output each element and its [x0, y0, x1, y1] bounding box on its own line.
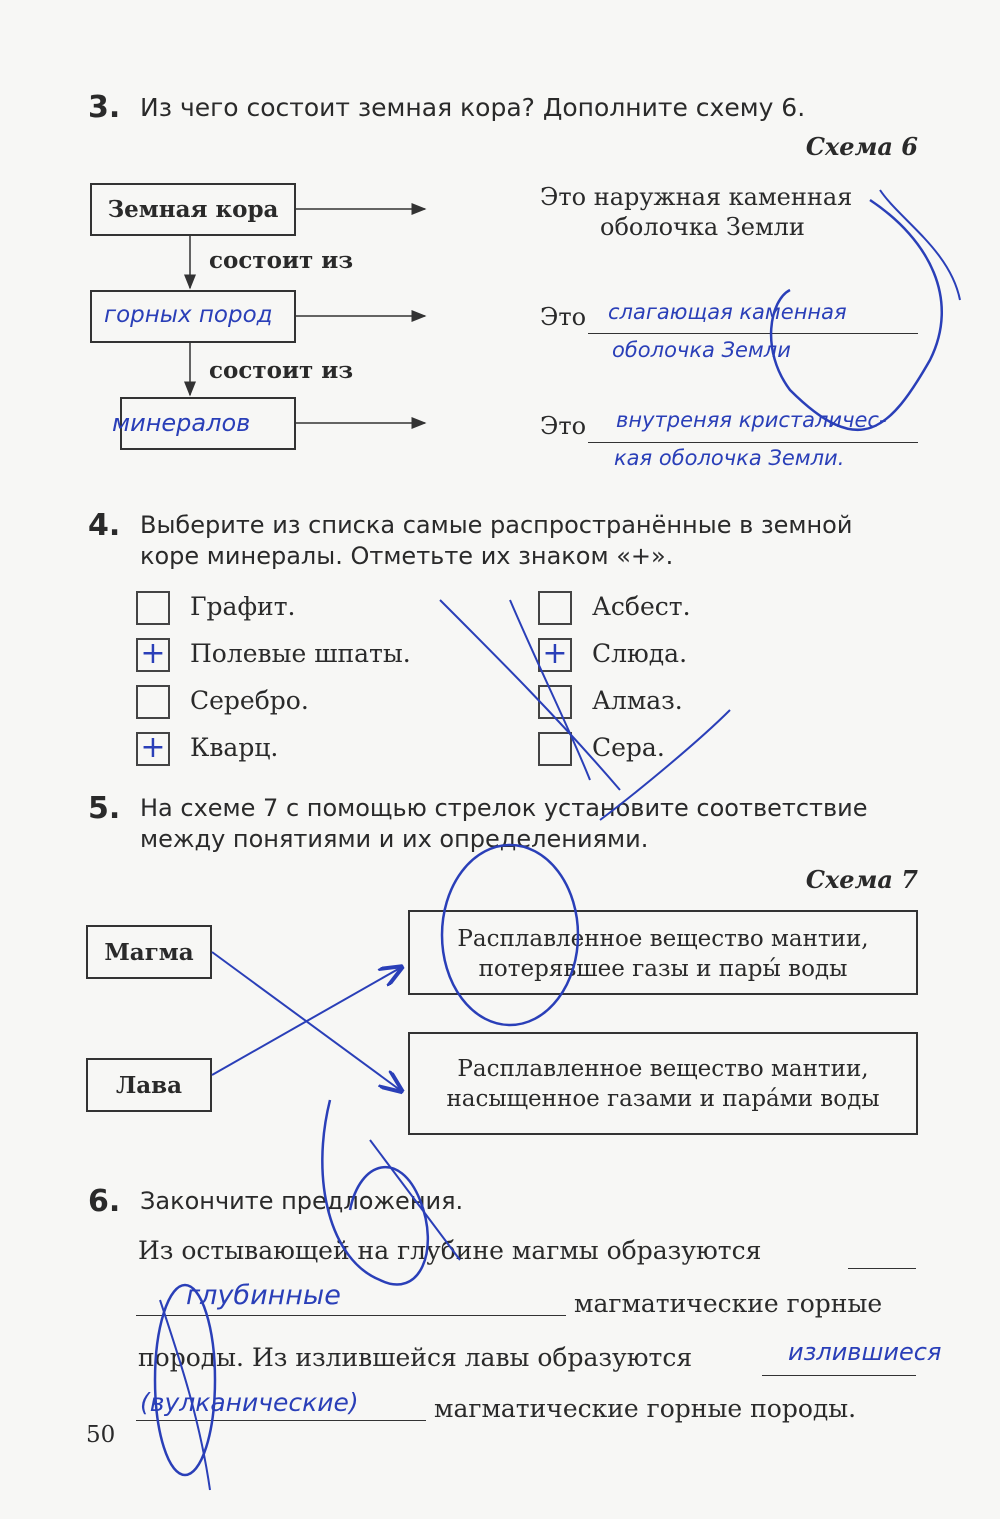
- q4-text-line2: коре минералы. Отметьте их знаком «+».: [140, 542, 674, 570]
- q3-text: Из чего состоит земная кора? Дополните схему 6.: [140, 93, 806, 122]
- q4-number: 4.: [88, 508, 121, 543]
- answer-rocks-line1: слагающая каменная: [608, 300, 847, 324]
- answer-rocks-line2: оболочка Земли: [612, 338, 791, 362]
- box-earth-crust: Земная кора: [90, 183, 296, 236]
- ink-circle-1: [442, 845, 578, 1025]
- mark-mica: +: [542, 636, 568, 671]
- q3-number: 3.: [88, 90, 121, 125]
- eto-1: Это: [540, 303, 587, 331]
- scheme6-arrows: [0, 0, 1000, 520]
- eto-2: Это: [540, 412, 587, 440]
- ink-loop-1: [322, 1100, 428, 1285]
- def-box-2-line1: Расплавленное вещество мантии,: [457, 1056, 869, 1082]
- ink-stroke-4: [370, 1140, 460, 1260]
- answer-minerals-line2: кая оболочка Земли.: [614, 446, 845, 470]
- def1-line2: оболочка Земли: [600, 213, 805, 241]
- scheme6-label: Схема 6: [805, 132, 918, 161]
- ink-stroke-5: [160, 1300, 210, 1490]
- q6-line1: Из остывающей на глубине магмы образуются: [138, 1236, 762, 1265]
- ink-arrow-lava-def1: [212, 968, 400, 1075]
- answer-minerals-line1: внутреняя кристаличес-: [616, 408, 887, 432]
- ink-overlay: [0, 560, 1000, 1519]
- page-number: 50: [86, 1422, 116, 1448]
- q5-text-line2: между понятиями и их определениями.: [140, 825, 649, 853]
- box-rocks-answer: горных пород: [104, 302, 273, 328]
- term-lava[interactable]: Лава: [86, 1058, 212, 1112]
- label-feldspar: Полевые шпаты.: [190, 639, 411, 668]
- q6-line4-suffix: магматические горные породы.: [434, 1394, 857, 1423]
- mark-feldspar: +: [140, 636, 166, 671]
- q6-line2-suffix: магматические горные: [574, 1289, 883, 1318]
- label-graphite: Графит.: [190, 592, 296, 621]
- scheme7-label: Схема 7: [805, 865, 918, 894]
- ink-stroke-3: [600, 710, 730, 820]
- connector-1: состоит из: [209, 247, 353, 274]
- label-diamond: Алмаз.: [592, 686, 683, 715]
- label-asbestos: Асбест.: [592, 592, 691, 621]
- ink-scribble-2: [880, 190, 960, 300]
- ink-stroke-2: [510, 600, 590, 780]
- mark-quartz: +: [140, 730, 166, 765]
- q6-text: Закончите предложения.: [140, 1187, 464, 1215]
- q5-text-line1: На схеме 7 с помощью стрелок установите соответствие: [140, 794, 868, 822]
- ink-stroke-1: [440, 600, 620, 790]
- label-silver: Серебро.: [190, 686, 309, 715]
- q6-answer-2b: (вулканические): [140, 1388, 359, 1417]
- label-quartz: Кварц.: [190, 733, 279, 762]
- q6-answer-1: глубинные: [186, 1280, 341, 1311]
- label-mica: Слюда.: [592, 639, 688, 668]
- q6-answer-2a: излившиеся: [788, 1338, 942, 1366]
- def-box-1-line1: Расплавленное вещество мантии,: [457, 926, 869, 952]
- q6-number: 6.: [88, 1184, 121, 1219]
- q6-line3: породы. Из излившейся лавы образуются: [138, 1343, 693, 1372]
- term-magma[interactable]: Магма: [86, 925, 212, 979]
- connector-2: состоит из: [209, 357, 353, 384]
- def1-line1: Это наружная каменная: [540, 183, 853, 211]
- ink-scribble-1: [771, 200, 942, 430]
- def-box-1-line2: потерявшее газы и пары́ воды: [478, 956, 848, 982]
- box-minerals-answer: минералов: [112, 409, 251, 437]
- q4-text-line1: Выберите из списка самые распространённые в земной: [140, 511, 853, 539]
- q5-number: 5.: [88, 791, 121, 826]
- def-box-2-line2: насыщенное газами и пара́ми воды: [446, 1086, 880, 1112]
- label-sulfur: Сера.: [592, 733, 665, 762]
